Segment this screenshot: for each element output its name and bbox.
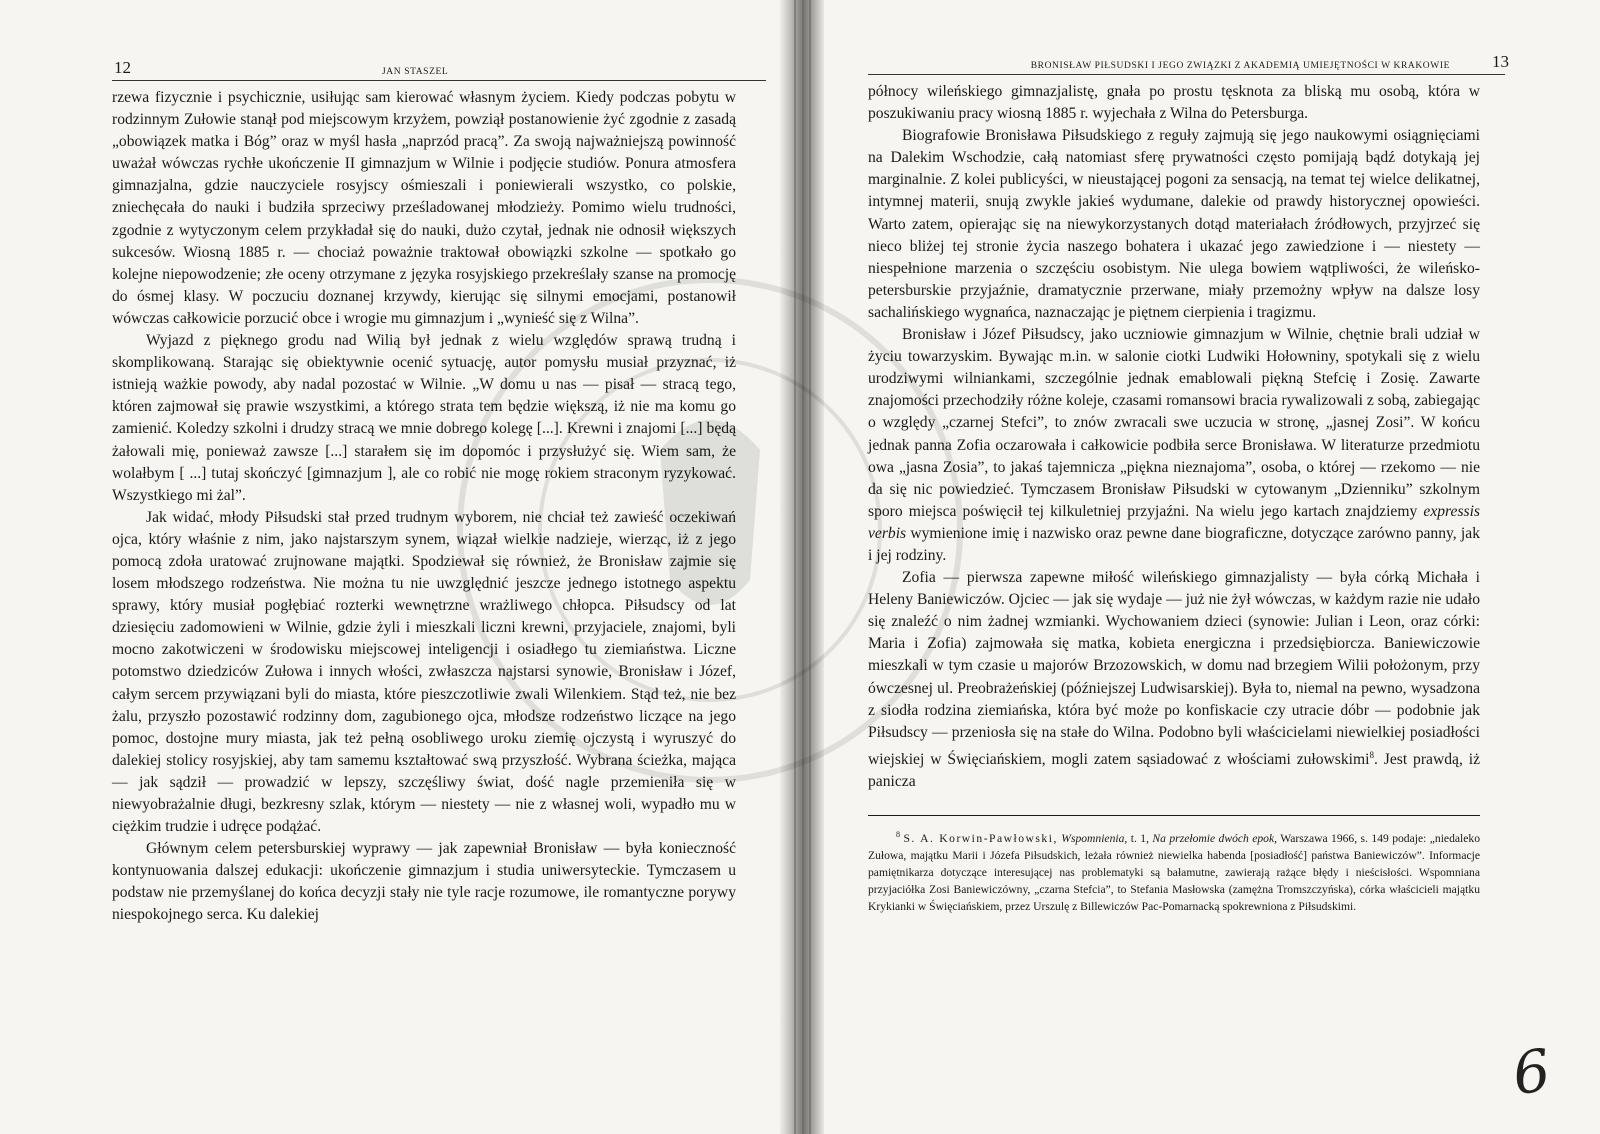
left-body-text xyxy=(112,87,736,927)
right-page-header xyxy=(868,52,1509,75)
left-page xyxy=(0,0,796,1134)
handwritten-number: 6 xyxy=(1508,1035,1555,1109)
left-page-header xyxy=(112,58,766,81)
right-running-head: BRONISŁAW PIŁSUDSKI I JEGO ZWIĄZKI Z AKADEMIĄ UMIEJĘTNOŚCI W KRAKOWIE xyxy=(1030,61,1450,71)
gutter-shadow-line xyxy=(794,0,796,1134)
left-page-number: 12 xyxy=(114,58,131,77)
paragraph-text: Bronisław i Józef Piłsudscy, jako uczniowie gimnazjum w Wilnie, chętnie brali udział w życiu towarzyskim. Bywając m.in. w salonie ciotki Ludwiki Hołowniny, spotykali się z wielu urodziwymi wilniankami, szczególnie jednak emablowali piękną Stefcię i Zosię. Zawarte znajomości przechodziły różne koleje, czasami romansowi bracia rywalizowali z sobą, zabiegając o względy „czarnej Stefci”, to znów zwracali swe uczucia w stronę, „jasnej Zosi”. W końcu jednak panna Zofia oczarowała i całkowicie podbiła serce Bronisława. W literaturze przedmiotu owa „jasna Zosia”, to jakaś tajemnicza „piękna nieznajoma”, osoba, o której — rzekomo — nie da się nic powiedzieć. Tymczasem Bronisław Piłsudski w cytowanym „Dzienniku” szkolnym sporo miejsca poświęcił tej kilkuletniej przyjaźni. Na wielu jego kartach znajdziemy xyxy=(868,326,1480,520)
paragraph-text: . Jest prawdą, iż panicza xyxy=(868,751,1480,791)
footnote-separator xyxy=(868,815,1480,816)
paragraph: Wyjazd z pięknego grodu nad Wilią był jednak z wielu względów sprawą trudną i skomplikowaną. Starając się obiektywnie ocenić sytuację, autor pomysłu musiał przyznać, iż istnieją ważkie powody, aby nadal pozostać w Wilnie. „W domu u nas — pisał — stracą tego, któren zajmował się prawie wszystkimi, a którego strata tem będzie większą, iż nie ma komu go zamienić. Koledzy szkolni i drudzy stracą we mnie dobrego kolegę [...]. Krewni i znajomi [...] będą żałowali mię, ponieważ zawsze [...] starałem się im dopomóc i przysłużyć się. Wiem sam, że wolałbym [ ...] tutaj skończyć [gimnazjum ], ale co robić nie mogę rokiem straconym ryzykować. Wszystkiego mi żal”. xyxy=(112,332,736,504)
footnote-text: t. 1, xyxy=(1130,832,1149,846)
paragraph-text: wymienione imię i nazwisko oraz pewne dane biograficzne, dotyczące zarówno panny, jak i jej rodziny. xyxy=(868,524,1480,564)
paragraph: Jak widać, młody Piłsudski stał przed trudnym wyborem, nie chciał też zawieść oczekiwań ojca, który właśnie z nim, jako najstarszym synem, wiązał wielkie nadzieje, wierząc, iż z jego pomocą zdoła uratować zrujnowane majątki. Spodziewał się również, że Bronisław zajmie się losem młodszego rodzeństwa. Nie można tu nie uwzględnić jeszcze jednego istotnego aspektu sprawy, który musiał pogłębiać rozterki wewnętrzne wrażliwego chłopca. Piłsudscy od lat dziesięciu zadomowieni w Wilnie, gdzie żyli i mieszkali liczni krewni, przyjaciele, znajomi, byli mocno zakotwiczeni w środowisku miejscowej inteligencji i osiadłego tu ziemiaństwa. Liczne potomstwo dziedziców Zułowa i innych włości, zwłaszcza najstarsi synowie, Bronisław i Józef, całym sercem przywiązani byli do miasta, które pieszczotliwie zwali Wilenkiem. Stąd też, nie bez żalu, przyszło pozostawić rodzinny dom, zagubionego ojca, młodsze rodzeństwo liczące na jego pomoc, dostojne mury miasta, jak też pełną osobliwego uroku ziemię ojczystą i wyruszyć do dalekiej stolicy rosyjskiej, aby tam samemu kształtować swą przyszłość. Wybrana ścieżka, mająca — jak sądził — prowadzić w lepszy, szczęśliwy świat, dość nagle przemieniła się w niewyobrażalnie długi, bezkresny szlak, którym — niestety — nie z własnej woli, wypadło mu w ciężkim trudzie i udręce podążać. xyxy=(112,508,736,836)
left-running-head: JAN STASZEL xyxy=(382,67,449,77)
footnote-title: Wspomnienia, xyxy=(1061,832,1128,846)
paragraph: Głównym celem petersburskiej wyprawy — jak zapewniał Bronisław — była konieczność kontynuowania dalszej edukacji: ukończenie gimnazjum i studia uniwersyteckie. Tymczasem u podstaw nie przemyślanej do końca decyzji stały nie tyle racje rozumowe, ile romantyczne porywy niespokojnego serca. Ku dalekiej xyxy=(112,840,736,924)
paragraph xyxy=(868,324,1480,567)
paragraph: północy wileńskiego gimnazjalistę, gnała po prostu tęsknota za bliską mu osobą, która w poszukiwaniu pracy wiosną 1885 r. wyjechała z Wilna do Petersburga. xyxy=(868,83,1480,123)
paragraph-text: Zofia — pierwsza zapewne miłość wileńskiego gimnazjalisty — była córką Michała i Heleny Baniewiczów. Ojciec — jak się wydaje — już nie żył wówczas, w każdym razie nie udało się znaleźć o nim żadnej wzmianki. Wychowaniem dzieci (synowie: Julian i Leon, oraz córki: Maria i Zofia) zajmowała się matka, kobieta energiczna i przedsiębiorcza. Baniewiczowie mieszkali w tym czasie u majorów Brzozowskich, w domu nad brzegiem Wilii położonym, przy ówczesnej ul. Preobrażeńskiej (późniejszej Ludwisarskiej). Była to, niemal na pewno, wysadzona z siodła rodzina ziemiańska, która być może po konfiskacie czy utracie dóbr — podobnie jak Piłsudscy — przeniosła się na stałe do Wilna. Podobno byli właścicielami niewielkiej posiadłości wiejskiej w Święciańskiem, mogli zatem sąsiadować z włościami zułowskimi xyxy=(868,569,1480,768)
book-gutter xyxy=(780,0,824,1134)
footnote-ref: 8 xyxy=(1369,749,1374,760)
paragraph xyxy=(868,567,1480,793)
right-body-text xyxy=(868,81,1480,793)
right-page xyxy=(796,0,1600,1134)
footnote-marker: 8 xyxy=(896,830,900,840)
footnote-title: Na przełomie dwóch epok, xyxy=(1152,832,1278,846)
footnote-author: S. A. Korwin-Pawłowski, xyxy=(903,832,1058,846)
italic-phrase: expressis verbis xyxy=(868,502,1480,542)
footnote xyxy=(868,826,1480,915)
right-page-number: 13 xyxy=(1492,52,1509,71)
gutter-shadow-line xyxy=(802,0,804,1134)
footnote-text: Warszawa 1966, s. 149 podaje: „niedaleko Zułowa, majątku Marii i Józefa Piłsudskich, leżała również niewielka habenda [posiadłość] państwa Baniewiczów”. Informacje pamiętnikarza dotyczące interesującej nas problematyki są bałamutne, zawierają rażące błędy i nieścisłości. Wspomniana przyjaciółka Zosi Baniewiczówny, „czarna Stefcia”, to Stefania Masłowska (zamężna Tromszczyńska), córka właścicieli majątku Krykianki w Święciańskiem, przez Urszulę z Billewiczów Pac-Pomarnacką spokrewniona z Piłsudskimi. xyxy=(868,832,1480,914)
paragraph: rzewa fizycznie i psychicznie, usiłując sam kierować własnym życiem. Kiedy podczas pobytu w rodzinnym Zułowie stanął pod miejscowym krzyżem, powziął postanowienie żyć zgodnie z zasadą „obowiązek matka i Bóg” oraz w myśl hasła „naprzód pracą”. Za swoją najważniejszą powinność uważał wówczas rychłe ukończenie II gimnazjum w Wilnie i podjęcie studiów. Ponura atmosfera gimnazjalna, gdzie nauczyciele rosyjscy ośmieszali i poniewierali wszystko, co polskie, zniechęcała do nauki i budziła sprzeciwy prześladowanej młodzieży. Pomimo wielu trudności, zgodnie z wytyczonym celem przykładał się do nauki, dużo czytał, jednak nie odnosił większych sukcesów. Wiosną 1885 r. — chociaż poważnie traktował obowiązki szkolne — spotkało go kolejne niepowodzenie; złe oceny otrzymane z języka rosyjskiego przekreślały szanse na promocję do ósmej klasy. W poczuciu doznanej krzywdy, kierując się silnymi emocjami, postanowił wówczas całkowicie porzucić obce i wrogie mu gimnazjum i „wynieść się z Wilna”. xyxy=(112,89,736,327)
paragraph: Biografowie Bronisława Piłsudskiego z reguły zajmują się jego naukowymi osiągnięciami na Dalekim Wschodzie, całą natomiast sferę prywatności często pomijają bądź dotykają jej marginalnie. Z kolei publicyści, w nieustającej pogoni za sensacją, na temat tej wielce delikatnej, intymnej materii, snują zwykle jakieś wydumane, dalekie od prawdy historycznej opowieści. Warto zatem, opierając się na niewykorzystanych dotąd materiałach źródłowych, przyjrzeć się nieco bliżej tej stronie życia naszego bohatera i ukazać jego zawiedzione i — niestety — niespełnione marzenia o szczęściu osobistym. Nie ulega bowiem wątpliwości, że wileńsko-petersburskie przyjaźnie, dramatycznie przerwane, miały przemożny wpływ na dalsze losy sachalińskiego wygnańca, naznaczając je piętnem cierpienia i tragizmu. xyxy=(868,127,1480,321)
gutter-shadow-line xyxy=(809,0,811,1134)
